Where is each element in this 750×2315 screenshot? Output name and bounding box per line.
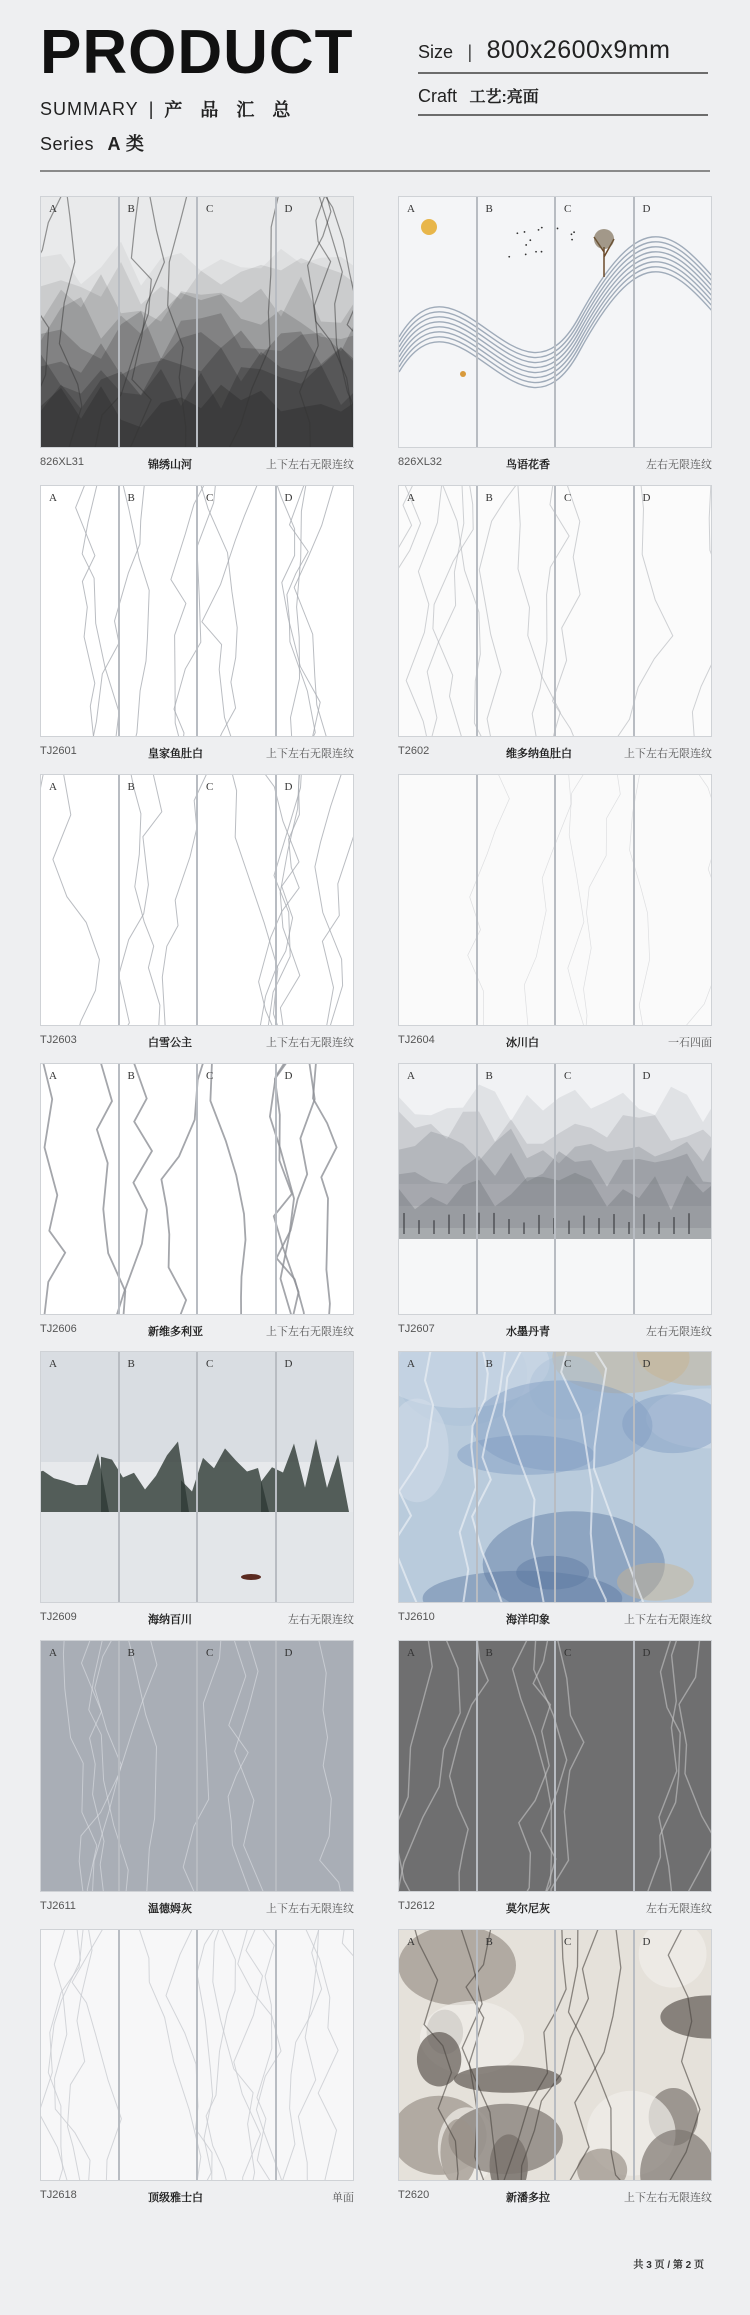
product-pattern: 一石四面 (668, 1037, 712, 1049)
tile-preview (398, 1063, 712, 1315)
product-name: 莫尔尼灰 (506, 1903, 550, 1915)
product-name: 冰川白 (506, 1037, 539, 1049)
tile-preview (40, 774, 354, 1026)
product-caption (398, 1900, 712, 1916)
product-pattern: 左右无限连纹 (646, 1326, 712, 1338)
panel-letter: C (206, 203, 214, 215)
product-pattern: 单面 (332, 2192, 354, 2204)
panel-letter: C (206, 1070, 214, 1082)
panel-letter: C (564, 1358, 572, 1370)
panel-letter: C (206, 1647, 214, 1659)
tile-panel (277, 197, 354, 447)
tile-preview (40, 1351, 354, 1603)
panel-letter: A (49, 781, 57, 793)
product-name: 锦绣山河 (148, 459, 192, 471)
tile-panel (41, 197, 120, 447)
tile-panel (478, 1930, 557, 2180)
tile-preview (398, 485, 712, 737)
tile-panel (120, 1352, 199, 1602)
tile-preview (398, 1929, 712, 2181)
tile-panel (41, 1064, 120, 1314)
page-title: PRODUCT (40, 18, 354, 87)
product-pattern: 上下左右无限连纹 (266, 1037, 354, 1049)
tile-panel (277, 486, 354, 736)
tile-panel (277, 1641, 354, 1891)
product-caption (398, 1611, 712, 1627)
tile-panel (478, 775, 557, 1025)
panel-letter: D (642, 1358, 651, 1370)
tile-panel (399, 1930, 478, 2180)
product-code: TJ2610 (398, 1611, 435, 1623)
product-pattern: 上下左右无限连纹 (266, 748, 354, 760)
product-pattern: 左右无限连纹 (646, 459, 712, 471)
product-caption (40, 456, 354, 472)
panel-letter: B (127, 203, 135, 215)
page-header (0, 0, 750, 175)
product-caption (40, 1034, 354, 1050)
tile-preview (40, 1640, 354, 1892)
product-code: TJ2601 (40, 745, 77, 757)
size-separator: | (467, 42, 473, 62)
tile-panel (41, 1641, 120, 1891)
panel-letter: C (206, 492, 214, 504)
size-label: Size (418, 42, 454, 62)
tile-panel (41, 775, 120, 1025)
product-caption (398, 1323, 712, 1339)
tile-panel (120, 486, 199, 736)
tile-panel (198, 1064, 277, 1314)
panel-letter: A (49, 1358, 57, 1370)
panel-letter: A (407, 203, 415, 215)
product-name: 海洋印象 (506, 1614, 550, 1626)
tile-panel (41, 1352, 120, 1602)
product-code: T2620 (398, 2189, 430, 2201)
panel-letter: D (284, 1070, 293, 1082)
product-name: 鸟语花香 (506, 459, 550, 471)
tile-panel (556, 1352, 635, 1602)
tile-panel (635, 1930, 712, 2180)
product-code: 826XL32 (398, 456, 443, 468)
tile-panel (556, 197, 635, 447)
panel-letter: A (407, 1647, 415, 1659)
tile-panel (198, 197, 277, 447)
tile-preview (40, 1929, 354, 2181)
tile-panel (120, 197, 199, 447)
panel-letter: B (485, 1070, 493, 1082)
product-pattern: 上下左右无限连纹 (624, 748, 712, 760)
product-name: 海纳百川 (148, 1614, 192, 1626)
panel-letter: D (642, 1647, 651, 1659)
tile-panel (41, 486, 120, 736)
product-pattern: 左右无限连纹 (646, 1903, 712, 1915)
tile-panel (198, 1930, 277, 2180)
panel-letter: B (485, 1647, 493, 1659)
tile-preview (398, 774, 712, 1026)
panel-letter: D (642, 1070, 651, 1082)
product-code: TJ2604 (398, 1034, 435, 1046)
panel-letter: B (485, 492, 493, 504)
tile-preview (398, 196, 712, 448)
panel-letter: D (284, 203, 293, 215)
size-value: 800x2600x9mm (486, 36, 671, 64)
product-code: TJ2611 (40, 1900, 76, 1912)
tile-panel (635, 1352, 712, 1602)
header-divider (40, 170, 710, 172)
panel-letter: D (642, 492, 651, 504)
tile-panel (277, 1064, 354, 1314)
tile-panel (41, 1930, 120, 2180)
product-code: TJ2606 (40, 1323, 77, 1335)
summary-line (40, 96, 308, 122)
product-caption (40, 1323, 354, 1339)
panel-letter: D (642, 1936, 651, 1948)
tile-panel (399, 1352, 478, 1602)
tile-panel (198, 775, 277, 1025)
tile-panel (556, 1930, 635, 2180)
tile-panel (120, 1064, 199, 1314)
product-name: 维多纳鱼肚白 (506, 748, 572, 760)
tile-panel (635, 197, 712, 447)
product-name: 水墨丹青 (506, 1326, 550, 1338)
panel-letter: D (642, 203, 651, 215)
panel-letter: A (407, 1358, 415, 1370)
tile-preview (40, 485, 354, 737)
summary-separator: | (148, 98, 155, 119)
tile-panel (635, 1064, 712, 1314)
tile-panel (556, 486, 635, 736)
tile-panel (635, 486, 712, 736)
panel-letter: B (127, 781, 135, 793)
panel-letter: A (49, 492, 57, 504)
panel-letter: A (49, 1070, 57, 1082)
tile-panel (198, 1641, 277, 1891)
tile-panel (635, 1641, 712, 1891)
product-caption (40, 1611, 354, 1627)
tile-panel (198, 1352, 277, 1602)
panel-letter: C (564, 203, 572, 215)
tile-panel (399, 775, 478, 1025)
product-code: TJ2607 (398, 1323, 435, 1335)
product-code: TJ2609 (40, 1611, 77, 1623)
tile-panel (635, 775, 712, 1025)
product-pattern: 上下左右无限连纹 (624, 1614, 712, 1626)
product-pattern: 上下左右无限连纹 (624, 2192, 712, 2204)
product-name: 顶级雅士白 (148, 2192, 203, 2204)
craft-spec (418, 84, 708, 116)
tile-panel (399, 197, 478, 447)
panel-letter: A (407, 492, 415, 504)
panel-letter: D (284, 492, 293, 504)
product-caption (40, 2189, 354, 2205)
series-label: Series (40, 134, 95, 154)
panel-letter: C (564, 1070, 572, 1082)
tile-panel (399, 1064, 478, 1314)
product-caption (398, 745, 712, 761)
product-code: T2602 (398, 745, 430, 757)
product-name: 皇家鱼肚白 (148, 748, 203, 760)
panel-letter: A (407, 1070, 415, 1082)
panel-letter: B (485, 1358, 493, 1370)
tile-panel (277, 1352, 354, 1602)
tile-panel (478, 1641, 557, 1891)
product-code: TJ2612 (398, 1900, 435, 1912)
panel-letter: D (284, 781, 293, 793)
page-indicator: 共 3 页 / 第 2 页 (633, 2260, 704, 2271)
product-code: 826XL31 (40, 456, 85, 468)
product-name: 白雪公主 (148, 1037, 192, 1049)
product-pattern: 上下左右无限连纹 (266, 1326, 354, 1338)
tile-panel (120, 775, 199, 1025)
panel-letter: B (127, 1358, 135, 1370)
tile-panel (478, 1352, 557, 1602)
panel-letter: C (564, 1647, 572, 1659)
product-name: 新潘多拉 (506, 2192, 550, 2204)
summary-en: SUMMARY (40, 98, 139, 119)
tile-panel (120, 1930, 199, 2180)
product-pattern: 上下左右无限连纹 (266, 1903, 354, 1915)
tile-panel (556, 1641, 635, 1891)
panel-letter: D (284, 1358, 293, 1370)
series-line (40, 130, 144, 156)
tile-panel (478, 1064, 557, 1314)
series-class: A 类 (107, 134, 145, 154)
tile-panel (277, 775, 354, 1025)
product-name: 温德姆灰 (148, 1903, 192, 1915)
product-caption (398, 2189, 712, 2205)
product-caption (40, 745, 354, 761)
summary-cn: 产品汇总 (164, 100, 309, 120)
panel-letter: A (407, 1936, 415, 1948)
panel-letter: B (127, 1647, 135, 1659)
panel-letter: C (206, 781, 214, 793)
product-name: 新维多利亚 (148, 1326, 203, 1338)
tile-panel (556, 1064, 635, 1314)
size-spec (418, 36, 708, 74)
craft-value: 工艺:亮面 (469, 89, 539, 106)
panel-letter: A (49, 203, 57, 215)
panel-letter: C (564, 492, 572, 504)
tile-panel (478, 197, 557, 447)
tile-preview (40, 196, 354, 448)
panel-letter: B (127, 492, 135, 504)
tile-preview (398, 1640, 712, 1892)
tile-panel (120, 1641, 199, 1891)
product-code: TJ2603 (40, 1034, 77, 1046)
panel-letter: B (127, 1070, 135, 1082)
panel-letter: C (564, 1936, 572, 1948)
product-pattern: 左右无限连纹 (288, 1614, 354, 1626)
panel-letter: B (485, 1936, 493, 1948)
tile-panel (478, 486, 557, 736)
panel-letter: D (284, 1647, 293, 1659)
product-caption (398, 1034, 712, 1050)
product-caption (40, 1900, 354, 1916)
tile-panel (399, 486, 478, 736)
tile-panel (198, 486, 277, 736)
tile-panel (277, 1930, 354, 2180)
panel-letter: A (49, 1647, 57, 1659)
tile-preview (40, 1063, 354, 1315)
product-pattern: 上下左右无限连纹 (266, 459, 354, 471)
craft-label: Craft (418, 86, 458, 106)
product-code: TJ2618 (40, 2189, 77, 2201)
tile-panel (556, 775, 635, 1025)
tile-panel (399, 1641, 478, 1891)
product-caption (398, 456, 712, 472)
tile-preview (398, 1351, 712, 1603)
panel-letter: B (485, 203, 493, 215)
panel-letter: C (206, 1358, 214, 1370)
